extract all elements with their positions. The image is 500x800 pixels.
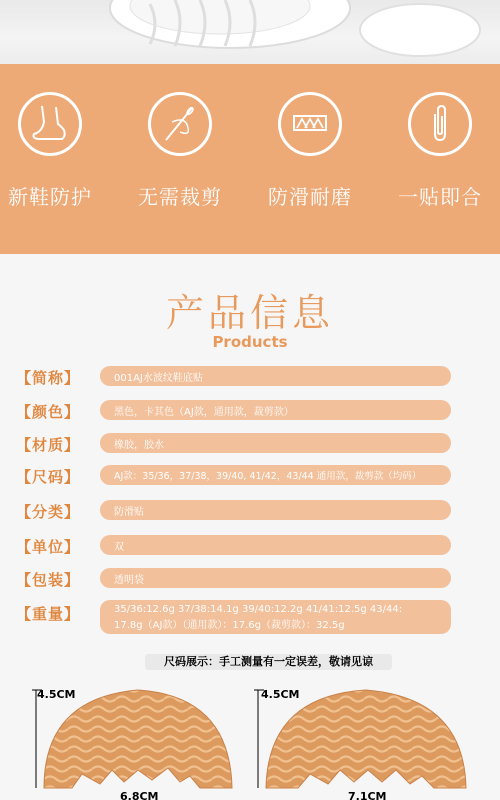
- feature-no-cutting: [130, 92, 230, 210]
- info-key: 【分类】: [16, 503, 81, 521]
- feature-easy-stick: [390, 92, 490, 210]
- info-value: 黑色，卡其色（AJ款，通用款，裁剪款）: [100, 400, 451, 420]
- info-key: 【包装】: [16, 571, 81, 589]
- weight-line-2: 17.8g（AJ款）（通用款）：17.6g（裁剪款）：32.5g: [114, 620, 345, 631]
- info-key: 【简称】: [16, 369, 81, 387]
- info-value: 橡胶，胶水: [100, 433, 451, 453]
- sole-width-label: 6.8CM: [120, 790, 159, 800]
- info-value: 防滑贴: [100, 500, 451, 520]
- size-note: 尺码展示：手工测量有一定误差，敬请见谅: [145, 654, 392, 670]
- paperclip-icon: [408, 92, 472, 156]
- info-subtitle: Products: [212, 333, 288, 351]
- info-key: 【材质】: [16, 436, 81, 454]
- info-value: 001AJ水波纹鞋底贴: [100, 366, 451, 386]
- feature-label: 防滑耐磨: [268, 185, 352, 209]
- weight-line-1: 35/36:12.6g 37/38:14.1g 39/40:12.2g 41/41:12.5g 43/44:: [114, 604, 403, 615]
- product-photo-top: [0, 0, 500, 64]
- feature-label: 新鞋防护: [8, 185, 92, 209]
- sole-sample-1: [20, 684, 250, 800]
- anti-slip-icon: [278, 92, 342, 156]
- info-key: 【重量】: [16, 605, 81, 623]
- info-value: AJ款：35/36，37/38，39/40, 41/42，43/44 通用款，裁剪款（均码）: [100, 465, 451, 485]
- info-value: 透明袋: [100, 568, 451, 588]
- sole-height-label: 4.5CM: [261, 688, 300, 701]
- sole-width-label: 7.1CM: [348, 790, 387, 800]
- feature-label: 一贴即合: [398, 185, 482, 209]
- foot-icon: [18, 92, 82, 156]
- info-key: 【颜色】: [16, 403, 81, 421]
- feature-anti-slip: [260, 92, 360, 210]
- feature-new-shoe-protection: [0, 92, 100, 210]
- info-key: 【尺码】: [16, 468, 81, 486]
- info-title: 产品信息: [165, 291, 334, 335]
- sole-height-label: 4.5CM: [37, 688, 76, 701]
- sole-sample-2: [244, 684, 474, 800]
- info-value: 双: [100, 535, 451, 555]
- info-value: [100, 600, 451, 634]
- feature-label: 无需裁剪: [138, 185, 222, 209]
- needle-icon: [148, 92, 212, 156]
- info-key: 【单位】: [16, 538, 81, 556]
